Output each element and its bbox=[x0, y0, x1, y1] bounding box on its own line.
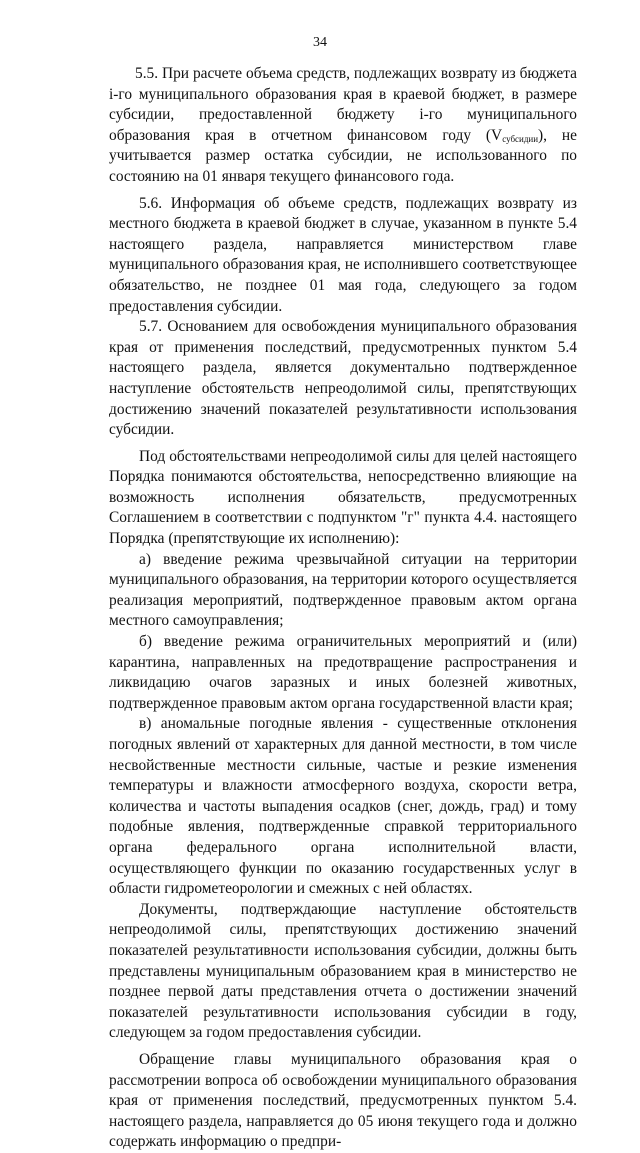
paragraph-5-7: 5.7. Основанием для освобождения муниципального образования края от применения последствий, предусмотренных пунктом 5.4 настоящего раздела, является документально подтвержденное наступление обстоятельств непреодолимой силы, препятствующих достижению значений показателей результативности использования субсидии. bbox=[109, 318, 577, 439]
list-item-b: б) введение режима ограничительных мероприятий и (или) карантина, направленных на предотвращение распространения и ликвидацию очагов заразных и иных болезней животных, подтвержденное правовым актом органа государственной власти края; bbox=[109, 633, 577, 712]
paragraph-appeal: Обращение главы муниципального образования края о рассмотрении вопроса об освобождении муниципального образования края от применения последствий, предусмотренных пунктом 5.4. настоящего раздела, направляется до 05 июня текущего года и должно содержать информацию о предпри- bbox=[109, 1050, 577, 1151]
page-number: 34 bbox=[313, 35, 327, 50]
paragraph-5-5-text-start: 5.5. При расчете объема средств, подлежащих возврату из бюджета i-го муниципального образования края в краевой бюджет, в размере субсидии, предоставленной бюджету i-го муниципального образования края в отчетном финансовом году (V bbox=[109, 65, 577, 144]
document-body bbox=[109, 64, 577, 1153]
paragraph-5-6: 5.6. Информация об объеме средств, подлежащих возврату из местного бюджета в краевой бюджет в случае, указанном в пункте 5.4 настоящего раздела, направляется министерством главе муниципального образования края, не исполнившего соответствующее обязательство, не позднее 01 мая года, следующего за годом предоставления субсидии. bbox=[109, 194, 577, 315]
paragraph-5-5 bbox=[109, 64, 577, 188]
list-item-c: в) аномальные погодные явления - существенные отклонения погодных явлений от характерных для данной местности, в том числе несвойственные местности сильные, частые и резкие изменения температуры и влажности атмосферного воздуха, скорости ветра, количества и частоты выпадения осадков (снег, дождь, град) и тому подобные явления, подтвержденные справкой территориального органа федерального органа исполнительной власти, осуществляющего функции по оказанию государственных услуг в области гидрометеорологии и смежных с ней областях. bbox=[109, 715, 577, 898]
paragraph-documents: Документы, подтверждающие наступление обстоятельств непреодолимой силы, препятствующих достижению значений показателей результативности использования субсидии, должны быть представлены муниципальным образованием края в министерство не позднее первой даты представления отчета о достижении значений показателей результативности использования субсидии в году, следующем за годом предоставления субсидии. bbox=[109, 900, 577, 1042]
paragraph-force-majeure-definition: Под обстоятельствами непреодолимой силы для целей настоящего Порядка понимаются обстоятельства, непосредственно влияющие на возможность исполнения обязательств, предусмотренных Соглашением в соответствии с подпунктом "г" пункта 4.4. настоящего Порядка (препятствующие их исполнению): bbox=[109, 447, 577, 548]
list-item-a: а) введение режима чрезвычайной ситуации на территории муниципального образования, на территории которого осуществляется реализация мероприятий, подтвержденное правовым актом органа местного самоуправления; bbox=[109, 550, 577, 630]
subscript-subsidy: субсидии bbox=[502, 133, 539, 144]
paragraph-5-5-text-end: ), не учитывается размер остатка субсидии, не использованного по состоянию на 01 января текущего финансового года. bbox=[109, 126, 577, 185]
